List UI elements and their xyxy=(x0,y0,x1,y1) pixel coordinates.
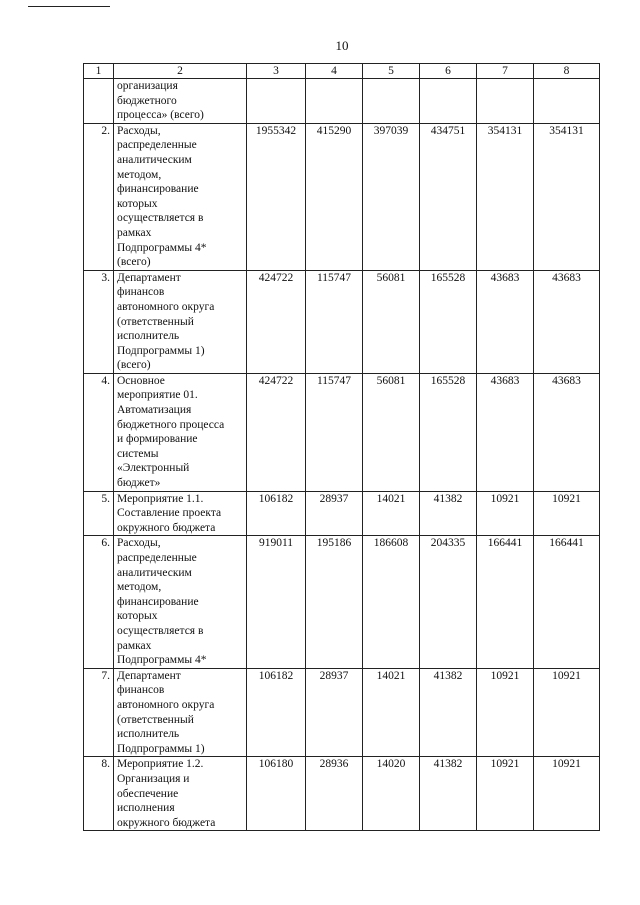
column-header: 8 xyxy=(534,64,600,79)
item-name-line: окружного бюджета xyxy=(117,816,216,829)
item-name-line: системы xyxy=(117,447,159,460)
table-row xyxy=(84,373,600,491)
value-cell: 10921 xyxy=(477,757,534,831)
item-name-line: Департамент xyxy=(117,669,181,682)
value-cell: 115747 xyxy=(306,270,363,373)
budget-table xyxy=(83,63,600,831)
value-cell: 41382 xyxy=(420,757,477,831)
item-name-cell xyxy=(114,536,247,668)
top-rule xyxy=(28,6,110,7)
value-cell: 166441 xyxy=(477,536,534,668)
row-number-cell: 3. xyxy=(84,270,114,373)
value-cell: 41382 xyxy=(420,668,477,757)
column-header: 5 xyxy=(363,64,420,79)
value-cell: 14020 xyxy=(363,757,420,831)
item-name-line: Автоматизация xyxy=(117,404,192,417)
row-number-cell: 8. xyxy=(84,757,114,831)
value-cell: 10921 xyxy=(477,491,534,536)
item-name-line: методом, xyxy=(117,581,162,594)
item-name-line: финансов xyxy=(117,286,165,299)
value-cell: 106182 xyxy=(247,491,306,536)
item-name-line: Расходы, xyxy=(117,124,161,137)
value-cell xyxy=(306,79,363,124)
column-header: 1 xyxy=(84,64,114,79)
row-number-cell: 2. xyxy=(84,123,114,270)
row-number-cell: 6. xyxy=(84,536,114,668)
item-name-line: (ответственный xyxy=(117,315,194,328)
value-cell: 56081 xyxy=(363,270,420,373)
column-header: 4 xyxy=(306,64,363,79)
item-name-line: методом, xyxy=(117,168,162,181)
value-cell: 195186 xyxy=(306,536,363,668)
item-name-line: Подпрограммы 4* xyxy=(117,654,207,667)
item-name-line: Расходы, xyxy=(117,537,161,550)
value-cell: 43683 xyxy=(534,373,600,491)
table-row xyxy=(84,270,600,373)
column-header: 6 xyxy=(420,64,477,79)
value-cell: 10921 xyxy=(477,668,534,757)
value-cell: 115747 xyxy=(306,373,363,491)
item-name-line: рамках xyxy=(117,639,152,652)
value-cell: 415290 xyxy=(306,123,363,270)
item-name-line: рамках xyxy=(117,226,152,239)
table-row xyxy=(84,668,600,757)
item-name-line: исполнитель xyxy=(117,330,180,343)
item-name-line: процесса» (всего) xyxy=(117,109,204,122)
item-name-line: Основное xyxy=(117,374,165,387)
item-name-line: «Электронный xyxy=(117,462,190,475)
item-name-line: Подпрограммы 1) xyxy=(117,344,205,357)
item-name-cell xyxy=(114,373,247,491)
value-cell: 43683 xyxy=(534,270,600,373)
item-name-cell xyxy=(114,757,247,831)
value-cell: 106180 xyxy=(247,757,306,831)
item-name-cell xyxy=(114,668,247,757)
value-cell: 14021 xyxy=(363,668,420,757)
item-name-line: (всего) xyxy=(117,256,151,269)
row-number-cell: 7. xyxy=(84,668,114,757)
item-name-line: бюджет» xyxy=(117,477,161,490)
value-cell: 1955342 xyxy=(247,123,306,270)
item-name-line: исполнения xyxy=(117,802,175,815)
column-header: 3 xyxy=(247,64,306,79)
item-name-line: Подпрограммы 4* xyxy=(117,241,207,254)
item-name-line: (ответственный xyxy=(117,713,194,726)
row-number-cell xyxy=(84,79,114,124)
value-cell: 166441 xyxy=(534,536,600,668)
item-name-line: распределенные xyxy=(117,552,197,564)
table-row xyxy=(84,123,600,270)
table-row xyxy=(84,757,600,831)
value-cell xyxy=(247,79,306,124)
value-cell xyxy=(420,79,477,124)
value-cell: 204335 xyxy=(420,536,477,668)
item-name-cell xyxy=(114,79,247,124)
value-cell: 41382 xyxy=(420,491,477,536)
value-cell xyxy=(534,79,600,124)
item-name-line: автономного округа xyxy=(117,698,215,711)
item-name-line: окружного бюджета xyxy=(117,521,216,534)
value-cell: 10921 xyxy=(534,491,600,536)
item-name-line: аналитическим xyxy=(117,566,192,579)
table-row xyxy=(84,536,600,668)
item-name-line: распределенные xyxy=(117,139,197,152)
value-cell: 165528 xyxy=(420,270,477,373)
value-cell: 354131 xyxy=(534,123,600,270)
value-cell: 28937 xyxy=(306,491,363,536)
item-name-line: финансов xyxy=(117,684,165,697)
item-name-line: автономного округа xyxy=(117,300,215,313)
table-row xyxy=(84,491,600,536)
value-cell xyxy=(363,79,420,124)
item-name-line: и формирование xyxy=(117,433,198,446)
item-name-line: которых xyxy=(117,197,158,210)
item-name-line: исполнитель xyxy=(117,728,180,741)
item-name-line: Мероприятие 1.2. xyxy=(117,758,204,771)
item-name-line: Составление проекта xyxy=(117,507,222,520)
column-header: 2 xyxy=(114,64,247,79)
item-name-line: аналитическим xyxy=(117,153,192,166)
item-name-line: Подпрограммы 1) xyxy=(117,742,205,755)
value-cell: 10921 xyxy=(534,757,600,831)
value-cell xyxy=(477,79,534,124)
value-cell: 14021 xyxy=(363,491,420,536)
value-cell: 56081 xyxy=(363,373,420,491)
table-body xyxy=(84,79,600,831)
item-name-line: организация xyxy=(117,80,178,92)
header-row xyxy=(84,64,600,79)
page-number: 10 xyxy=(335,38,349,53)
value-cell: 43683 xyxy=(477,270,534,373)
row-number-cell: 5. xyxy=(84,491,114,536)
item-name-cell xyxy=(114,491,247,536)
value-cell: 186608 xyxy=(363,536,420,668)
item-name-line: обеспечение xyxy=(117,787,179,800)
item-name-line: осуществляется в xyxy=(117,212,204,225)
item-name-line: осуществляется в xyxy=(117,624,204,637)
value-cell: 106182 xyxy=(247,668,306,757)
item-name-line: Департамент xyxy=(117,271,181,284)
value-cell: 165528 xyxy=(420,373,477,491)
value-cell: 397039 xyxy=(363,123,420,270)
table-row xyxy=(84,79,600,124)
item-name-line: Мероприятие 1.1. xyxy=(117,492,204,505)
value-cell: 28937 xyxy=(306,668,363,757)
value-cell: 424722 xyxy=(247,270,306,373)
value-cell: 919011 xyxy=(247,536,306,668)
item-name-line: финансирование xyxy=(117,183,199,196)
column-header: 7 xyxy=(477,64,534,79)
item-name-line: Организация и xyxy=(117,772,190,785)
value-cell: 434751 xyxy=(420,123,477,270)
value-cell: 43683 xyxy=(477,373,534,491)
item-name-line: (всего) xyxy=(117,359,151,372)
item-name-cell xyxy=(114,123,247,270)
item-name-line: мероприятие 01. xyxy=(117,389,198,402)
item-name-line: финансирование xyxy=(117,595,199,608)
item-name-cell xyxy=(114,270,247,373)
value-cell: 10921 xyxy=(534,668,600,757)
value-cell: 28936 xyxy=(306,757,363,831)
item-name-line: которых xyxy=(117,610,158,623)
value-cell: 354131 xyxy=(477,123,534,270)
item-name-line: бюджетного процесса xyxy=(117,418,225,431)
value-cell: 424722 xyxy=(247,373,306,491)
row-number-cell: 4. xyxy=(84,373,114,491)
item-name-line: бюджетного xyxy=(117,94,177,107)
